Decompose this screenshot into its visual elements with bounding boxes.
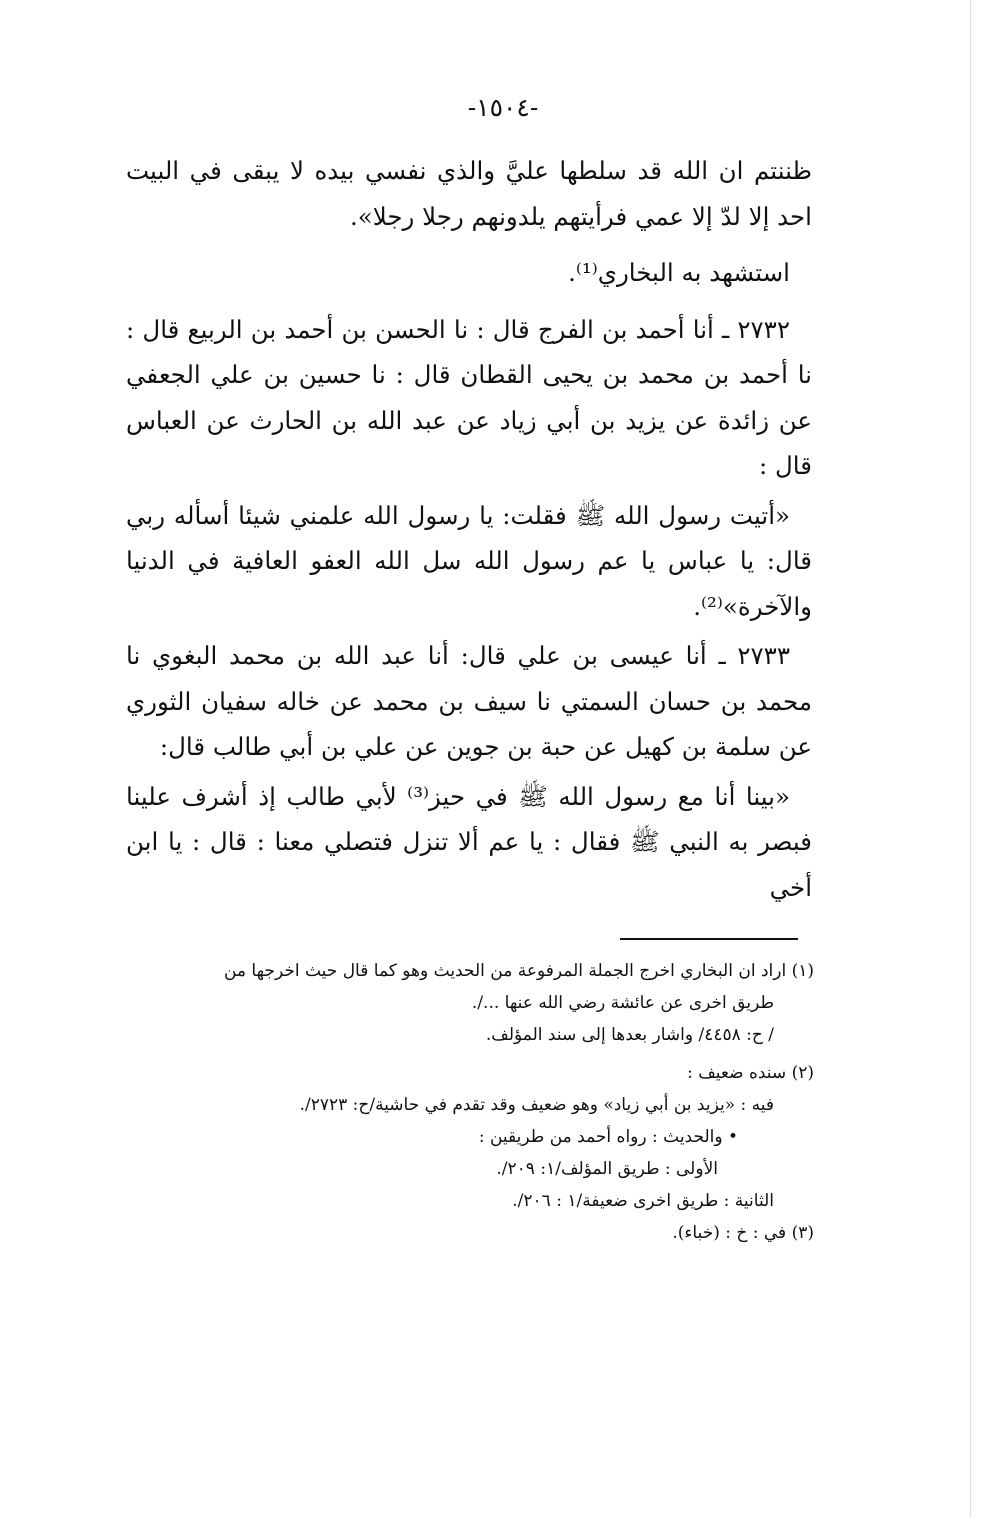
paragraph-hadith-2732-text: «أتيت رسول الله ﷺ فقلت: يا رسول الله علمني شيئا أسأله ربي قال: يا عباس يا عم رسول الله سل الله العفو العافية في الدنيا والآخرة»⁽²⁾.: [126, 500, 812, 621]
page-number: -١٥٠٤-: [467, 93, 539, 122]
footnote-1-line-3: / ح: ٤٤٥٨/ واشار بعدها إلى سند المؤلف.: [485, 1025, 774, 1045]
footnote-2-line-4: الأولى : طريق المؤلف/١: ٢٠٩/.: [496, 1159, 718, 1179]
paragraph-2: استشهد به البخاري⁽¹⁾.: [568, 258, 790, 287]
paragraph-1: ظننتم ان الله قد سلطها عليَّ والذي نفسي بيده لا يبقى في البيت احد إلا لدّ إلا عمي فرأيتهم يلدونهم رجلا رجلا».: [126, 156, 812, 231]
footnote-separator: [620, 938, 798, 940]
footnote-2-line-3: • والحديث : رواه أحمد من طريقين :: [478, 1127, 738, 1147]
footnote-1-line-2: طريق اخرى عن عائشة رضي الله عنها .../.: [471, 993, 774, 1013]
footnote-2-line-1: (٢) سنده ضعيف :: [687, 1063, 814, 1083]
page-edge-line: [970, 0, 971, 1517]
paragraph-hadith-2732: ٢٧٣٢ ـ أنا أحمد بن الفرج قال : نا الحسن بن أحمد بن الربيع قال : نا أحمد بن محمد بن يحيى القطان قال : نا حسين بن علي الجعفي عن زائدة عن يزيد بن أبي زياد عن عبد الله بن الحارث عن العباس قال :: [126, 314, 812, 480]
footnote-2-line-5: الثانية : طريق اخرى ضعيفة/١ : ٢٠٦/.: [512, 1191, 774, 1211]
footnotes: [126, 955, 814, 1249]
footnote-1-line-1: (١) اراد ان البخاري اخرج الجملة المرفوعة من الحديث وهو كما قال حيث اخرجها من: [223, 961, 814, 981]
paragraph-hadith-2733: ٢٧٣٣ ـ أنا عيسى بن علي قال: أنا عبد الله بن محمد البغوي نا محمد بن حسان السمتي نا سيف بن محمد عن خاله سفيان الثوري عن سلمة بن كهيل عن حبة بن جوين عن علي بن أبي طالب قال:: [126, 641, 812, 761]
footnote-2-line-2: فيه : «يزيد بن أبي زياد» وهو ضعيف وقد تقدم في حاشية/ح: ٢٧٢٣/.: [299, 1095, 774, 1115]
main-text: [126, 148, 812, 910]
footnote-3-line-1: (٣) في : خ : (خباء).: [672, 1223, 814, 1243]
paragraph-hadith-2733-text: «بينا أنا مع رسول الله ﷺ في حيز⁽³⁾ لأبي طالب إذ أشرف علينا فبصر به النبي ﷺ فقال : يا عم ألا تنزل فتصلي معنا : قال : يا ابن أخي: [126, 781, 812, 902]
